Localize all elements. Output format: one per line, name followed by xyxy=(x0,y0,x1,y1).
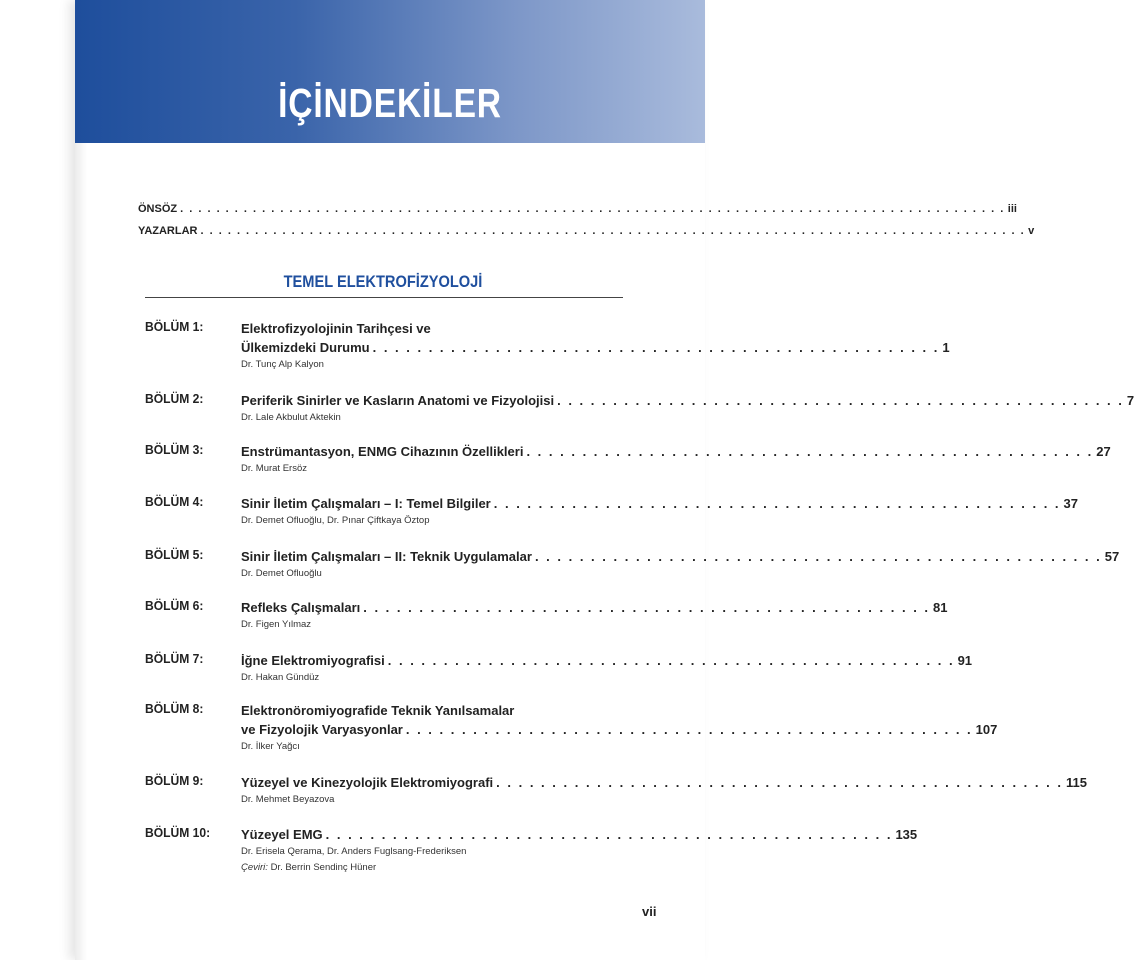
entry-body xyxy=(241,701,998,755)
section-title: TEMEL ELEKTROFİZYOLOJİ xyxy=(283,272,483,291)
entry-page-number: 7 xyxy=(1126,393,1134,408)
chapter-label: BÖLÜM 1: xyxy=(145,319,204,334)
entry-authors: Dr. Lale Akbulut Aktekin xyxy=(241,412,341,423)
chapter-label: BÖLÜM 6: xyxy=(145,598,204,613)
front-matter-row[interactable] xyxy=(138,225,1035,237)
leader-dots: . . . . . . . . . . . . . . . . . . . . . . . . . . . . . . . . . . . . . . . . . . . . . . . . . . . xyxy=(405,722,973,737)
leader-dots: . . . . . . . . . . . . . . . . . . . . . . . . . . . . . . . . . . . . . . . . . . . . . . . . . . . . . . . . . . . . . . . . . . . . . . . . . . . . . . . . . . . . . . . . . . . xyxy=(180,203,1005,215)
entry-page-number: 57 xyxy=(1104,549,1120,564)
leader-dots: . . . . . . . . . . . . . . . . . . . . . . . . . . . . . . . . . . . . . . . . . . . . . . . . . . . xyxy=(526,444,1094,459)
translator-name: Dr. Berrin Sendinç Hüner xyxy=(270,862,377,873)
entry-authors: Dr. Tunç Alp Kalyon xyxy=(241,359,324,370)
chapter-label: BÖLÜM 9: xyxy=(145,773,204,788)
chapter-label: BÖLÜM 5: xyxy=(145,547,204,562)
entry-authors: Dr. Demet Ofluoğlu, Dr. Pınar Çiftkaya Öztop xyxy=(241,515,430,526)
entry-page-number: 91 xyxy=(957,653,973,668)
entry-page-number: 107 xyxy=(975,722,998,737)
front-matter-label: YAZARLAR xyxy=(138,225,198,237)
book-page xyxy=(75,0,1134,960)
entry-authors: Dr. Mehmet Beyazova xyxy=(241,794,335,805)
entry-title-text: Sinir İletim Çalışmaları – II: Teknik Uygulamalar xyxy=(241,549,532,564)
entry-body xyxy=(241,494,1079,529)
section-divider xyxy=(145,297,623,298)
chapter-label: BÖLÜM 3: xyxy=(145,442,204,457)
entry-body xyxy=(241,773,1087,808)
front-matter-page: iii xyxy=(1007,203,1017,215)
entry-title-line xyxy=(241,338,950,357)
entry-title-line xyxy=(241,391,1134,410)
entry-title-text: Enstrümantasyon, ENMG Cihazının Özellikleri xyxy=(241,444,524,459)
entry-page-number: 27 xyxy=(1096,444,1111,459)
entry-title-text: Sinir İletim Çalışmaları – I: Temel Bilgiler xyxy=(241,496,491,511)
entry-title-text: İğne Elektromiyografisi xyxy=(241,653,385,668)
entry-body xyxy=(241,825,918,876)
leader-dots: . . . . . . . . . . . . . . . . . . . . . . . . . . . . . . . . . . . . . . . . . . . . . . . . . . . xyxy=(387,653,955,668)
entry-title-line xyxy=(241,773,1087,792)
entry-authors: Dr. İlker Yağcı xyxy=(241,741,300,752)
entry-body xyxy=(241,547,1120,582)
entry-title-text: Yüzeyel EMG xyxy=(241,827,323,842)
entry-title-text: Yüzeyel ve Kinezyolojik Elektromiyografi xyxy=(241,775,494,790)
entry-title-text: Ülkemizdeki Durumu xyxy=(241,340,370,355)
entry-title-line xyxy=(241,598,948,617)
leader-dots: . . . . . . . . . . . . . . . . . . . . . . . . . . . . . . . . . . . . . . . . . . . . . . . . . . . xyxy=(372,340,940,355)
entry-translator xyxy=(241,860,625,876)
entry-title-text: ve Fizyolojik Varyasyonlar xyxy=(241,722,403,737)
entry-title-line: Elektrofizyolojinin Tarihçesi ve xyxy=(241,321,431,336)
entry-page-number: 135 xyxy=(895,827,918,842)
entry-title-line xyxy=(241,825,918,844)
leader-dots: . . . . . . . . . . . . . . . . . . . . . . . . . . . . . . . . . . . . . . . . . . . . . . . . . . . xyxy=(363,600,931,615)
front-matter-page: v xyxy=(1028,225,1035,237)
entry-page-number: 115 xyxy=(1065,775,1087,790)
chapter-label: BÖLÜM 10: xyxy=(145,825,211,840)
leader-dots: . . . . . . . . . . . . . . . . . . . . . . . . . . . . . . . . . . . . . . . . . . . . . . . . . . . . . . . . . . . . . . . . . . . . . . . . . . . . . . . . . . . . . . . . . . . xyxy=(200,225,1026,237)
entry-body xyxy=(241,598,948,633)
translator-label: Çeviri: xyxy=(241,862,268,873)
page-number: vii xyxy=(642,904,657,919)
leader-dots: . . . . . . . . . . . . . . . . . . . . . . . . . . . . . . . . . . . . . . . . . . . . . . . . . . . xyxy=(325,827,893,842)
front-matter-row[interactable] xyxy=(138,203,1017,215)
entry-title-line: Elektronöromiyografide Teknik Yanılsamalar xyxy=(241,703,515,718)
front-matter-label: ÖNSÖZ xyxy=(138,203,178,215)
leader-dots: . . . . . . . . . . . . . . . . . . . . . . . . . . . . . . . . . . . . . . . . . . . . . . . . . . . xyxy=(493,496,1061,511)
entry-body xyxy=(241,319,950,373)
entry-authors: Dr. Murat Ersöz xyxy=(241,463,307,474)
chapter-label: BÖLÜM 4: xyxy=(145,494,204,509)
entry-title-text: Refleks Çalışmaları xyxy=(241,600,361,615)
entry-title-text: Periferik Sinirler ve Kasların Anatomi ve Fizyolojisi xyxy=(241,393,555,408)
entry-body xyxy=(241,442,1111,477)
entry-page-number: 37 xyxy=(1063,496,1079,511)
entry-authors: Dr. Erisela Qerama, Dr. Anders Fuglsang-Frederiksen xyxy=(241,846,467,857)
chapter-label: BÖLÜM 2: xyxy=(145,391,204,406)
leader-dots: . . . . . . . . . . . . . . . . . . . . . . . . . . . . . . . . . . . . . . . . . . . . . . . . . . . xyxy=(557,393,1124,408)
entry-title-line xyxy=(241,720,998,739)
leader-dots: . . . . . . . . . . . . . . . . . . . . . . . . . . . . . . . . . . . . . . . . . . . . . . . . . . . xyxy=(534,549,1102,564)
page-gutter-shadow xyxy=(75,0,87,960)
entry-authors: Dr. Demet Ofluoğlu xyxy=(241,568,322,579)
header-banner xyxy=(75,0,705,143)
entry-body xyxy=(241,391,1134,426)
entry-title-line xyxy=(241,651,973,670)
entry-title-line xyxy=(241,494,1079,513)
entry-authors: Dr. Figen Yılmaz xyxy=(241,619,312,630)
entry-authors: Dr. Hakan Gündüz xyxy=(241,672,320,683)
entry-page-number: 1 xyxy=(942,340,950,355)
chapter-label: BÖLÜM 7: xyxy=(145,651,204,666)
entry-title-line xyxy=(241,547,1120,566)
page-title: İÇİNDEKİLER xyxy=(278,80,502,126)
entry-body xyxy=(241,651,973,686)
chapter-label: BÖLÜM 8: xyxy=(145,701,204,716)
leader-dots: . . . . . . . . . . . . . . . . . . . . . . . . . . . . . . . . . . . . . . . . . . . . . . . . . . . xyxy=(496,775,1063,790)
entry-title-line xyxy=(241,442,1111,461)
entry-page-number: 81 xyxy=(933,600,948,615)
